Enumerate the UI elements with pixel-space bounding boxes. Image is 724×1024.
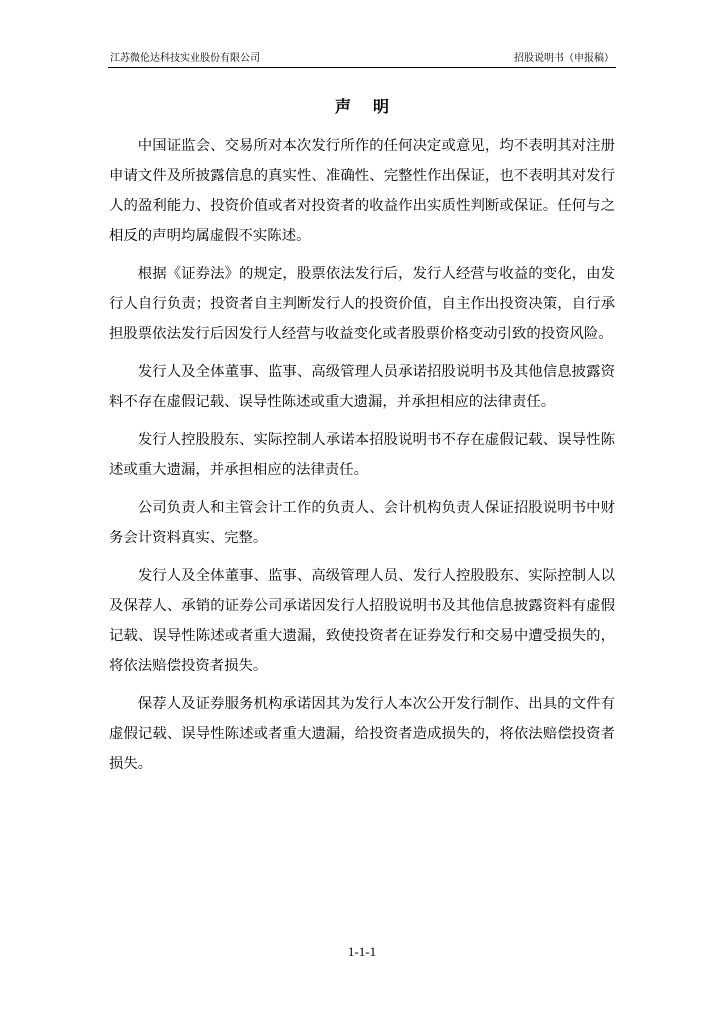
paragraph-compensation-commitment: 发行人及全体董事、监事、高级管理人员、发行人控股股东、实际控制人以及保荐人、承销的证券公司承诺因发行人招股说明书及其他信息披露资料有虚假记载、误导性陈述或者重大遗漏，致使投资者在证券发行和交易中遭受损失的，将依法赔偿投资者损失。: [109, 568, 615, 674]
header-document-type: 招股说明书（申报稿）: [514, 53, 614, 64]
paragraph-directors-commitment: 发行人及全体董事、监事、高级管理人员承诺招股说明书及其他信息披露资料不存在虚假记载、误导性陈述或重大遗漏，并承担相应的法律责任。: [109, 364, 615, 410]
paragraph-securities-law-risk: 根据《证券法》的规定，股票依法发行后，发行人经营与收益的变化，由发行人自行负责；投资者自主判断发行人的投资价值，自主作出投资决策，自行承担股票依法发行后因发行人经营与收益变化或者股票价格变动引致的投资风险。: [109, 266, 615, 342]
header-divider: [108, 67, 616, 68]
header-company-name: 江苏微伦达科技实业股份有限公司: [110, 53, 260, 64]
declaration-body: [109, 131, 615, 787]
page-title: 声明: [334, 97, 411, 116]
paragraph-controller-commitment: 发行人控股股东、实际控制人承诺本招股说明书不存在虚假记载、误导性陈述或重大遗漏，并承担相应的法律责任。: [109, 432, 615, 478]
page-number: 1-1-1: [347, 944, 377, 959]
paragraph-csrc-disclaimer: 中国证监会、交易所对本次发行所作的任何决定或意见，均不表明其对注册申请文件及所披露信息的真实性、准确性、完整性作出保证，也不表明其对发行人的盈利能力、投资价值或者对投资者的收益作出实质性判断或保证。任何与之相反的声明均属虚假不实陈述。: [109, 138, 615, 244]
paragraph-sponsor-commitment: 保荐人及证券服务机构承诺因其为发行人本次公开发行制作、出具的文件有虚假记载、误导性陈述或者重大遗漏，给投资者造成损失的，将依法赔偿投资者损失。: [109, 696, 615, 772]
paragraph-financial-accuracy: 公司负责人和主管会计工作的负责人、会计机构负责人保证招股说明书中财务会计资料真实、完整。: [109, 500, 615, 546]
